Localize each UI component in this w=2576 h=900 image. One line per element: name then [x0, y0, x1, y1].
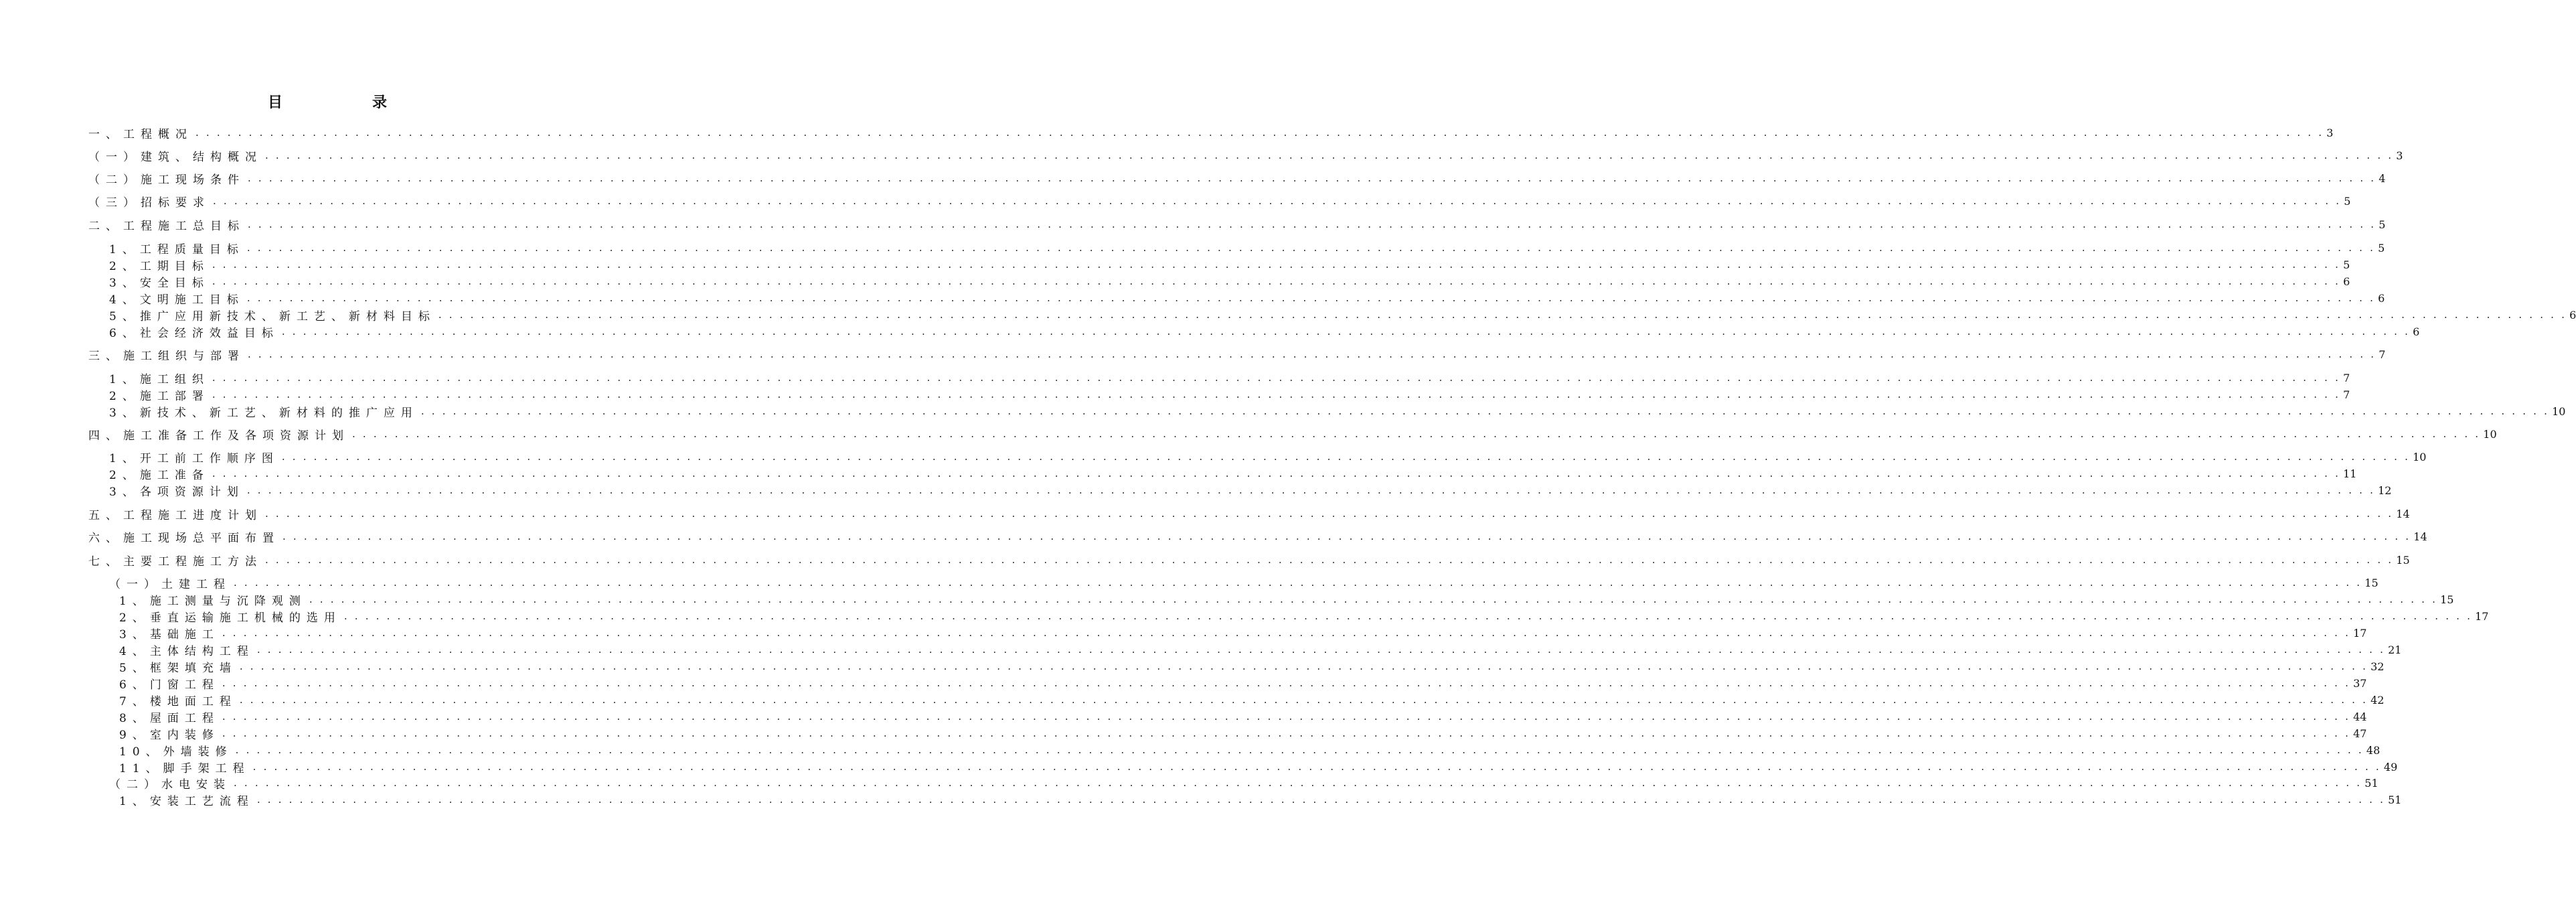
toc-entry-label: 1、工程质量目标	[109, 242, 244, 256]
toc-entry[interactable]	[119, 759, 2398, 775]
toc-entry[interactable]	[119, 642, 2402, 658]
toc-entry-page-number: 7	[2379, 348, 2386, 361]
toc-entry[interactable]	[88, 552, 2410, 569]
toc-entry[interactable]	[119, 709, 2367, 725]
toc-entry-label: （二）施工现场条件	[88, 173, 245, 187]
toc-dot-leader: . . . . . . . . . . . . . . . . . . . . . . . . . . . . . . . . . . . . . . . . . . . . . . . . . . . . . . . . . . . . . . . . . . . . . . . . . . . . . . . . . . . . . . . . . . . . . . . . . . . . . . . . . . . . . . . . . . . . . . . . . . . . . . . . . . . . . . . . . . . . . . . . . . . . . . . . . . . . . . . . . . . . . . . . . . . . . . . . . . . . . . . . . . . . . . . . . . . . . . . .	[246, 242, 2376, 254]
toc-entry-page-number: 37	[2353, 676, 2367, 690]
toc-entry[interactable]	[109, 307, 2576, 323]
toc-dot-leader: . . . . . . . . . . . . . . . . . . . . . . . . . . . . . . . . . . . . . . . . . . . . . . . . . . . . . . . . . . . . . . . . . . . . . . . . . . . . . . . . . . . . . . . . . . . . . . . . . . . . . . . . . . . . . . . . . . . . . . . . . . . . . . . . . . . . . . . . . . . . . . . . . . . . . . . . . . . . . . . . . . . . . . . . . . . . . . . . . . . . . . . . . . . . . . . . . . . . . . . .	[283, 530, 2411, 542]
toc-entry-page-number: 15	[2440, 593, 2454, 606]
toc-entry-page-number: 14	[2413, 530, 2427, 543]
toc-dot-leader: . . . . . . . . . . . . . . . . . . . . . . . . . . . . . . . . . . . . . . . . . . . . . . . . . . . . . . . . . . . . . . . . . . . . . . . . . . . . . . . . . . . . . . . . . . . . . . . . . . . . . . . . . . . . . . . . . . . . . . . . . . . . . . . . . . . . . . . . . . . . . . . . . . . . . . . . . . . . . . . . . . . . . . . . . . . . . . . . . . . . . . . . . . . . . . . . . . . . . . . .	[213, 195, 2342, 207]
toc-entry[interactable]	[109, 257, 2350, 273]
toc-entry[interactable]	[109, 404, 2566, 420]
toc-entry[interactable]	[119, 726, 2367, 742]
toc-entry-page-number: 14	[2396, 507, 2410, 520]
toc-entry[interactable]	[88, 125, 2334, 141]
toc-dot-leader: . . . . . . . . . . . . . . . . . . . . . . . . . . . . . . . . . . . . . . . . . . . . . . . . . . . . . . . . . . . . . . . . . . . . . . . . . . . . . . . . . . . . . . . . . . . . . . . . . . . . . . . . . . . . . . . . . . . . . . . . . . . . . . . . . . . . . . . . . . . . . . . . . . . . . . . . . . . . . . . . . . . . . . . . . . . . . . . . . . . . . . . . . . . . . . . . . . . . . . . .	[234, 777, 2362, 789]
toc-title-char-1: 目	[268, 94, 283, 111]
toc-dot-leader: . . . . . . . . . . . . . . . . . . . . . . . . . . . . . . . . . . . . . . . . . . . . . . . . . . . . . . . . . . . . . . . . . . . . . . . . . . . . . . . . . . . . . . . . . . . . . . . . . . . . . . . . . . . . . . . . . . . . . . . . . . . . . . . . . . . . . . . . . . . . . . . . . . . . . . . . . . . . . . . . . . . . . . . . . . . . . . . . . . . . . . . . . . . . . . . . . . . . . . . .	[248, 348, 2377, 360]
toc-dot-leader: . . . . . . . . . . . . . . . . . . . . . . . . . . . . . . . . . . . . . . . . . . . . . . . . . . . . . . . . . . . . . . . . . . . . . . . . . . . . . . . . . . . . . . . . . . . . . . . . . . . . . . . . . . . . . . . . . . . . . . . . . . . . . . . . . . . . . . . . . . . . . . . . . . . . . . . . . . . . . . . . . . . . . . . . . . . . . . . . . . . . . . . . . . . . . . . . . . . . . . . .	[222, 710, 2351, 723]
toc-entry-page-number: 6	[2569, 308, 2576, 321]
toc-entry-page-number: 6	[2413, 325, 2420, 338]
toc-dot-leader: . . . . . . . . . . . . . . . . . . . . . . . . . . . . . . . . . . . . . . . . . . . . . . . . . . . . . . . . . . . . . . . . . . . . . . . . . . . . . . . . . . . . . . . . . . . . . . . . . . . . . . . . . . . . . . . . . . . . . . . . . . . . . . . . . . . . . . . . . . . . . . . . . . . . . . . . . . . . . . . . . . . . . . . . . . . . . . . . . . . . . . . . . . . . . . . . . . . . . . . .	[222, 627, 2351, 639]
toc-entry[interactable]	[109, 370, 2350, 386]
toc-dot-leader: . . . . . . . . . . . . . . . . . . . . . . . . . . . . . . . . . . . . . . . . . . . . . . . . . . . . . . . . . . . . . . . . . . . . . . . . . . . . . . . . . . . . . . . . . . . . . . . . . . . . . . . . . . . . . . . . . . . . . . . . . . . . . . . . . . . . . . . . . . . . . . . . . . . . . . . . . . . . . . . . . . . . . . . . . . . . . . . . . . . . . . . . . . . . . . . . . . . . . . . .	[265, 554, 2394, 566]
toc-dot-leader: . . . . . . . . . . . . . . . . . . . . . . . . . . . . . . . . . . . . . . . . . . . . . . . . . . . . . . . . . . . . . . . . . . . . . . . . . . . . . . . . . . . . . . . . . . . . . . . . . . . . . . . . . . . . . . . . . . . . . . . . . . . . . . . . . . . . . . . . . . . . . . . . . . . . . . . . . . . . . . . . . . . . . . . . . . . . . . . . . . . . . . . . . . . . . . . . . . . . . . . .	[212, 467, 2341, 479]
toc-entry-page-number: 51	[2364, 776, 2379, 790]
toc-entry-label: 三、施工组织与部署	[88, 349, 245, 363]
toc-entry-page-number: 7	[2343, 388, 2350, 401]
toc-dot-leader: . . . . . . . . . . . . . . . . . . . . . . . . . . . . . . . . . . . . . . . . . . . . . . . . . . . . . . . . . . . . . . . . . . . . . . . . . . . . . . . . . . . . . . . . . . . . . . . . . . . . . . . . . . . . . . . . . . . . . . . . . . . . . . . . . . . . . . . . . . . . . . . . . . . . . . . . . . . . . . . . . . . . . . . . . . . . . . . . . . . . . . . . . . . . . . . . . . . . . . . .	[212, 372, 2341, 384]
toc-dot-leader: . . . . . . . . . . . . . . . . . . . . . . . . . . . . . . . . . . . . . . . . . . . . . . . . . . . . . . . . . . . . . . . . . . . . . . . . . . . . . . . . . . . . . . . . . . . . . . . . . . . . . . . . . . . . . . . . . . . . . . . . . . . . . . . . . . . . . . . . . . . . . . . . . . . . . . . . . . . . . . . . . . . . . . . . . . . . . . . . . . . . . . . . . . . . . . . . . . . . . . . .	[438, 309, 2567, 321]
toc-entry[interactable]	[109, 291, 2385, 307]
toc-dot-leader: . . . . . . . . . . . . . . . . . . . . . . . . . . . . . . . . . . . . . . . . . . . . . . . . . . . . . . . . . . . . . . . . . . . . . . . . . . . . . . . . . . . . . . . . . . . . . . . . . . . . . . . . . . . . . . . . . . . . . . . . . . . . . . . . . . . . . . . . . . . . . . . . . . . . . . . . . . . . . . . . . . . . . . . . . . . . . . . . . . . . . . . . . . . . . . . . . . . . . . . .	[235, 744, 2364, 756]
toc-entry-label: 6、门窗工程	[119, 678, 220, 692]
toc-dot-leader: . . . . . . . . . . . . . . . . . . . . . . . . . . . . . . . . . . . . . . . . . . . . . . . . . . . . . . . . . . . . . . . . . . . . . . . . . . . . . . . . . . . . . . . . . . . . . . . . . . . . . . . . . . . . . . . . . . . . . . . . . . . . . . . . . . . . . . . . . . . . . . . . . . . . . . . . . . . . . . . . . . . . . . . . . . . . . . . . . . . . . . . . . . . . . . . . . . . . . . . .	[234, 577, 2362, 589]
toc-entry-label: 一、工程概况	[88, 127, 193, 141]
toc-entry[interactable]	[119, 676, 2367, 692]
toc-entry-label: 5、框架填充墙	[119, 661, 237, 675]
toc-entry-label: 6、社会经济效益目标	[109, 326, 279, 340]
toc-entry-page-number: 3	[2396, 149, 2403, 162]
toc-entry-label: 1、施工测量与沉降观测	[119, 594, 307, 608]
toc-entry-label: 7、楼地面工程	[119, 694, 237, 708]
toc-dot-leader: . . . . . . . . . . . . . . . . . . . . . . . . . . . . . . . . . . . . . . . . . . . . . . . . . . . . . . . . . . . . . . . . . . . . . . . . . . . . . . . . . . . . . . . . . . . . . . . . . . . . . . . . . . . . . . . . . . . . . . . . . . . . . . . . . . . . . . . . . . . . . . . . . . . . . . . . . . . . . . . . . . . . . . . . . . . . . . . . . . . . . . . . . . . . . . . . . . . . . . . .	[256, 794, 2386, 806]
toc-entry-label: 3、新技术、新工艺、新材料的推广应用	[109, 406, 418, 420]
toc-dot-leader: . . . . . . . . . . . . . . . . . . . . . . . . . . . . . . . . . . . . . . . . . . . . . . . . . . . . . . . . . . . . . . . . . . . . . . . . . . . . . . . . . . . . . . . . . . . . . . . . . . . . . . . . . . . . . . . . . . . . . . . . . . . . . . . . . . . . . . . . . . . . . . . . . . . . . . . . . . . . . . . . . . . . . . . . . . . . . . . . . . . . . . . . . . . . . . . . . . . . . . . .	[246, 484, 2376, 496]
toc-dot-leader: . . . . . . . . . . . . . . . . . . . . . . . . . . . . . . . . . . . . . . . . . . . . . . . . . . . . . . . . . . . . . . . . . . . . . . . . . . . . . . . . . . . . . . . . . . . . . . . . . . . . . . . . . . . . . . . . . . . . . . . . . . . . . . . . . . . . . . . . . . . . . . . . . . . . . . . . . . . . . . . . . . . . . . . . . . . . . . . . . . . . . . . . . . . . . . . . . . . . . . . .	[256, 644, 2386, 656]
toc-dot-leader: . . . . . . . . . . . . . . . . . . . . . . . . . . . . . . . . . . . . . . . . . . . . . . . . . . . . . . . . . . . . . . . . . . . . . . . . . . . . . . . . . . . . . . . . . . . . . . . . . . . . . . . . . . . . . . . . . . . . . . . . . . . . . . . . . . . . . . . . . . . . . . . . . . . . . . . . . . . . . . . . . . . . . . . . . . . . . . . . . . . . . . . . . . . . . . . . . . . . . . . .	[222, 677, 2351, 689]
toc-entry-page-number: 32	[2370, 660, 2385, 673]
toc-entry-page-number: 10	[2413, 450, 2427, 463]
toc-dot-leader: . . . . . . . . . . . . . . . . . . . . . . . . . . . . . . . . . . . . . . . . . . . . . . . . . . . . . . . . . . . . . . . . . . . . . . . . . . . . . . . . . . . . . . . . . . . . . . . . . . . . . . . . . . . . . . . . . . . . . . . . . . . . . . . . . . . . . . . . . . . . . . . . . . . . . . . . . . . . . . . . . . . . . . . . . . . . . . . . . . . . . . . . . . . . . . . . . . . . . . . .	[212, 258, 2341, 271]
toc-entry-page-number: 15	[2364, 576, 2379, 589]
toc-dot-leader: . . . . . . . . . . . . . . . . . . . . . . . . . . . . . . . . . . . . . . . . . . . . . . . . . . . . . . . . . . . . . . . . . . . . . . . . . . . . . . . . . . . . . . . . . . . . . . . . . . . . . . . . . . . . . . . . . . . . . . . . . . . . . . . . . . . . . . . . . . . . . . . . . . . . . . . . . . . . . . . . . . . . . . . . . . . . . . . . . . . . . . . . . . . . . . . . . . . . . . . .	[252, 761, 2381, 773]
toc-entry-label: （一）建筑、结构概况	[88, 150, 262, 164]
toc-title-char-2: 录	[372, 94, 388, 111]
toc-entry-label: 3、各项资源计划	[109, 485, 244, 499]
toc-entry[interactable]	[109, 575, 2379, 591]
toc-entry[interactable]	[109, 775, 2379, 792]
toc-dot-leader: . . . . . . . . . . . . . . . . . . . . . . . . . . . . . . . . . . . . . . . . . . . . . . . . . . . . . . . . . . . . . . . . . . . . . . . . . . . . . . . . . . . . . . . . . . . . . . . . . . . . . . . . . . . . . . . . . . . . . . . . . . . . . . . . . . . . . . . . . . . . . . . . . . . . . . . . . . . . . . . . . . . . . . . . . . . . . . . . . . . . . . . . . . . . . . . . . . . . . . . .	[420, 405, 2550, 417]
toc-entry[interactable]	[109, 274, 2350, 290]
toc-entry-label: 二、工程施工总目标	[88, 219, 245, 233]
toc-dot-leader: . . . . . . . . . . . . . . . . . . . . . . . . . . . . . . . . . . . . . . . . . . . . . . . . . . . . . . . . . . . . . . . . . . . . . . . . . . . . . . . . . . . . . . . . . . . . . . . . . . . . . . . . . . . . . . . . . . . . . . . . . . . . . . . . . . . . . . . . . . . . . . . . . . . . . . . . . . . . . . . . . . . . . . . . . . . . . . . . . . . . . . . . . . . . . . . . . . . . . . . .	[281, 325, 2411, 338]
toc-entry-label: 七、主要工程施工方法	[88, 554, 262, 569]
toc-entry-label: 3、基础施工	[119, 627, 220, 642]
toc-entry-page-number: 17	[2353, 626, 2367, 640]
toc-entry-page-number: 17	[2475, 609, 2489, 623]
toc-entry[interactable]	[119, 659, 2385, 675]
toc-entry-label: 10、外墙装修	[119, 745, 233, 759]
toc-entry[interactable]	[109, 483, 2392, 499]
toc-entry-page-number: 47	[2353, 727, 2367, 740]
toc-dot-leader: . . . . . . . . . . . . . . . . . . . . . . . . . . . . . . . . . . . . . . . . . . . . . . . . . . . . . . . . . . . . . . . . . . . . . . . . . . . . . . . . . . . . . . . . . . . . . . . . . . . . . . . . . . . . . . . . . . . . . . . . . . . . . . . . . . . . . . . . . . . . . . . . . . . . . . . . . . . . . . . . . . . . . . . . . . . . . . . . . . . . . . . . . . . . . . . . . . . . . . . .	[343, 610, 2473, 622]
toc-entry-page-number: 48	[2366, 743, 2381, 757]
toc-dot-leader: . . . . . . . . . . . . . . . . . . . . . . . . . . . . . . . . . . . . . . . . . . . . . . . . . . . . . . . . . . . . . . . . . . . . . . . . . . . . . . . . . . . . . . . . . . . . . . . . . . . . . . . . . . . . . . . . . . . . . . . . . . . . . . . . . . . . . . . . . . . . . . . . . . . . . . . . . . . . . . . . . . . . . . . . . . . . . . . . . . . . . . . . . . . . . . . . . . . . . . . .	[212, 388, 2341, 400]
toc-dot-leader: . . . . . . . . . . . . . . . . . . . . . . . . . . . . . . . . . . . . . . . . . . . . . . . . . . . . . . . . . . . . . . . . . . . . . . . . . . . . . . . . . . . . . . . . . . . . . . . . . . . . . . . . . . . . . . . . . . . . . . . . . . . . . . . . . . . . . . . . . . . . . . . . . . . . . . . . . . . . . . . . . . . . . . . . . . . . . . . . . . . . . . . . . . . . . . . . . . . . . . . .	[195, 127, 2324, 139]
toc-entry[interactable]	[88, 194, 2351, 210]
toc-entry[interactable]	[88, 171, 2386, 187]
toc-dot-leader: . . . . . . . . . . . . . . . . . . . . . . . . . . . . . . . . . . . . . . . . . . . . . . . . . . . . . . . . . . . . . . . . . . . . . . . . . . . . . . . . . . . . . . . . . . . . . . . . . . . . . . . . . . . . . . . . . . . . . . . . . . . . . . . . . . . . . . . . . . . . . . . . . . . . . . . . . . . . . . . . . . . . . . . . . . . . . . . . . . . . . . . . . . . . . . . . . . . . . . . .	[248, 218, 2377, 230]
toc-entry[interactable]	[88, 529, 2427, 545]
toc-dot-leader: . . . . . . . . . . . . . . . . . . . . . . . . . . . . . . . . . . . . . . . . . . . . . . . . . . . . . . . . . . . . . . . . . . . . . . . . . . . . . . . . . . . . . . . . . . . . . . . . . . . . . . . . . . . . . . . . . . . . . . . . . . . . . . . . . . . . . . . . . . . . . . . . . . . . . . . . . . . . . . . . . . . . . . . . . . . . . . . . . . . . . . . . . . . . . . . . . . . . . . . .	[239, 660, 2368, 672]
toc-dot-leader: . . . . . . . . . . . . . . . . . . . . . . . . . . . . . . . . . . . . . . . . . . . . . . . . . . . . . . . . . . . . . . . . . . . . . . . . . . . . . . . . . . . . . . . . . . . . . . . . . . . . . . . . . . . . . . . . . . . . . . . . . . . . . . . . . . . . . . . . . . . . . . . . . . . . . . . . . . . . . . . . . . . . . . . . . . . . . . . . . . . . . . . . . . . . . . . . . . . . . . . .	[265, 508, 2394, 520]
toc-entry-page-number: 21	[2388, 643, 2402, 656]
toc-dot-leader: . . . . . . . . . . . . . . . . . . . . . . . . . . . . . . . . . . . . . . . . . . . . . . . . . . . . . . . . . . . . . . . . . . . . . . . . . . . . . . . . . . . . . . . . . . . . . . . . . . . . . . . . . . . . . . . . . . . . . . . . . . . . . . . . . . . . . . . . . . . . . . . . . . . . . . . . . . . . . . . . . . . . . . . . . . . . . . . . . . . . . . . . . . . . . . . . . . . . . . . .	[239, 694, 2368, 706]
toc-entry[interactable]	[109, 387, 2350, 403]
toc-entry-label: 六、施工现场总平面布置	[88, 531, 280, 545]
toc-entry-page-number: 11	[2343, 467, 2357, 480]
toc-entry-label: 1、施工组织	[109, 372, 210, 386]
toc-entry-label: 3、安全目标	[109, 276, 210, 290]
toc-entry-page-number: 6	[2378, 291, 2385, 305]
toc-entry-page-number: 5	[2379, 218, 2386, 231]
toc-entry-label: 2、工期目标	[109, 259, 210, 273]
toc-entry[interactable]	[119, 743, 2381, 759]
toc-dot-leader: . . . . . . . . . . . . . . . . . . . . . . . . . . . . . . . . . . . . . . . . . . . . . . . . . . . . . . . . . . . . . . . . . . . . . . . . . . . . . . . . . . . . . . . . . . . . . . . . . . . . . . . . . . . . . . . . . . . . . . . . . . . . . . . . . . . . . . . . . . . . . . . . . . . . . . . . . . . . . . . . . . . . . . . . . . . . . . . . . . . . . . . . . . . . . . . . . . . . . . . .	[265, 149, 2394, 161]
toc-entry[interactable]	[109, 449, 2427, 465]
toc-entry-label: 2、垂直运输施工机械的选用	[119, 611, 341, 625]
toc-entry-label: 2、施工准备	[109, 468, 210, 482]
toc-entry-label: 1、安装工艺流程	[119, 794, 254, 808]
toc-entry-label: 1、开工前工作顺序图	[109, 451, 279, 465]
toc-entry-page-number: 44	[2353, 710, 2367, 723]
toc-entry[interactable]	[119, 625, 2367, 642]
toc-entry[interactable]	[88, 506, 2410, 522]
toc-entry[interactable]	[109, 240, 2385, 256]
toc-entry-page-number: 6	[2343, 275, 2350, 288]
toc-dot-leader: . . . . . . . . . . . . . . . . . . . . . . . . . . . . . . . . . . . . . . . . . . . . . . . . . . . . . . . . . . . . . . . . . . . . . . . . . . . . . . . . . . . . . . . . . . . . . . . . . . . . . . . . . . . . . . . . . . . . . . . . . . . . . . . . . . . . . . . . . . . . . . . . . . . . . . . . . . . . . . . . . . . . . . . . . . . . . . . . . . . . . . . . . . . . . . . . . . . . . . . .	[281, 451, 2411, 463]
toc-entry-label: 11、脚手架工程	[119, 761, 250, 775]
toc-entry-page-number: 10	[2483, 427, 2497, 441]
toc-entry-label: （三）招标要求	[88, 196, 210, 210]
toc-entry-label: 五、工程施工进度计划	[88, 508, 262, 522]
toc-dot-leader: . . . . . . . . . . . . . . . . . . . . . . . . . . . . . . . . . . . . . . . . . . . . . . . . . . . . . . . . . . . . . . . . . . . . . . . . . . . . . . . . . . . . . . . . . . . . . . . . . . . . . . . . . . . . . . . . . . . . . . . . . . . . . . . . . . . . . . . . . . . . . . . . . . . . . . . . . . . . . . . . . . . . . . . . . . . . . . . . . . . . . . . . . . . . . . . . . . . . . . . .	[212, 275, 2341, 287]
toc-dot-leader: . . . . . . . . . . . . . . . . . . . . . . . . . . . . . . . . . . . . . . . . . . . . . . . . . . . . . . . . . . . . . . . . . . . . . . . . . . . . . . . . . . . . . . . . . . . . . . . . . . . . . . . . . . . . . . . . . . . . . . . . . . . . . . . . . . . . . . . . . . . . . . . . . . . . . . . . . . . . . . . . . . . . . . . . . . . . . . . . . . . . . . . . . . . . . . . . . . . . . . . .	[246, 292, 2376, 304]
toc-entry-label: 4、文明施工目标	[109, 293, 244, 307]
toc-entry[interactable]	[119, 692, 2385, 708]
toc-entry-label: （二）水电安装	[109, 777, 231, 792]
toc-entry-page-number: 4	[2379, 171, 2386, 185]
toc-entry[interactable]	[119, 609, 2489, 625]
toc-dot-leader: . . . . . . . . . . . . . . . . . . . . . . . . . . . . . . . . . . . . . . . . . . . . . . . . . . . . . . . . . . . . . . . . . . . . . . . . . . . . . . . . . . . . . . . . . . . . . . . . . . . . . . . . . . . . . . . . . . . . . . . . . . . . . . . . . . . . . . . . . . . . . . . . . . . . . . . . . . . . . . . . . . . . . . . . . . . . . . . . . . . . . . . . . . . . . . . . . . . . . . . .	[309, 593, 2438, 605]
toc-entry-label: 4、主体结构工程	[119, 644, 254, 658]
toc-entry-page-number: 42	[2370, 693, 2385, 706]
toc-entry-page-number: 5	[2378, 241, 2385, 254]
toc-entry-page-number: 7	[2343, 371, 2350, 384]
toc-entry[interactable]	[88, 347, 2386, 363]
toc-entry[interactable]	[88, 427, 2497, 443]
toc-entry-page-number: 10	[2552, 404, 2566, 418]
toc-entry-page-number: 12	[2378, 483, 2392, 497]
toc-entry-label: 9、室内装修	[119, 728, 220, 742]
toc-entry-page-number: 5	[2344, 194, 2351, 208]
toc-entry-page-number: 15	[2396, 553, 2410, 567]
toc-entry[interactable]	[119, 592, 2454, 608]
toc-entry[interactable]	[88, 217, 2386, 233]
toc-entry-label: 2、施工部署	[109, 389, 210, 403]
toc-entry-page-number: 51	[2388, 793, 2402, 806]
toc-dot-leader: . . . . . . . . . . . . . . . . . . . . . . . . . . . . . . . . . . . . . . . . . . . . . . . . . . . . . . . . . . . . . . . . . . . . . . . . . . . . . . . . . . . . . . . . . . . . . . . . . . . . . . . . . . . . . . . . . . . . . . . . . . . . . . . . . . . . . . . . . . . . . . . . . . . . . . . . . . . . . . . . . . . . . . . . . . . . . . . . . . . . . . . . . . . . . . . . . . . . . . . .	[352, 428, 2481, 440]
toc-entry[interactable]	[109, 466, 2357, 482]
toc-entry-label: 8、屋面工程	[119, 711, 220, 725]
toc-dot-leader: . . . . . . . . . . . . . . . . . . . . . . . . . . . . . . . . . . . . . . . . . . . . . . . . . . . . . . . . . . . . . . . . . . . . . . . . . . . . . . . . . . . . . . . . . . . . . . . . . . . . . . . . . . . . . . . . . . . . . . . . . . . . . . . . . . . . . . . . . . . . . . . . . . . . . . . . . . . . . . . . . . . . . . . . . . . . . . . . . . . . . . . . . . . . . . . . . . . . . . . .	[248, 172, 2377, 184]
toc-entry-label: （一）土建工程	[109, 577, 231, 591]
toc-dot-leader: . . . . . . . . . . . . . . . . . . . . . . . . . . . . . . . . . . . . . . . . . . . . . . . . . . . . . . . . . . . . . . . . . . . . . . . . . . . . . . . . . . . . . . . . . . . . . . . . . . . . . . . . . . . . . . . . . . . . . . . . . . . . . . . . . . . . . . . . . . . . . . . . . . . . . . . . . . . . . . . . . . . . . . . . . . . . . . . . . . . . . . . . . . . . . . . . . . . . . . . .	[222, 727, 2351, 739]
toc-entry-page-number: 49	[2383, 760, 2398, 773]
toc-entry-label: 5、推广应用新技术、新工艺、新材料目标	[109, 309, 436, 323]
toc-entry[interactable]	[109, 324, 2420, 340]
toc-entry[interactable]	[119, 792, 2402, 808]
toc-title	[0, 91, 636, 112]
toc-entry-page-number: 5	[2343, 258, 2350, 271]
toc-entry-label: 四、施工准备工作及各项资源计划	[88, 429, 349, 443]
toc-entry[interactable]	[88, 148, 2403, 164]
toc-entry-page-number: 3	[2326, 126, 2334, 139]
